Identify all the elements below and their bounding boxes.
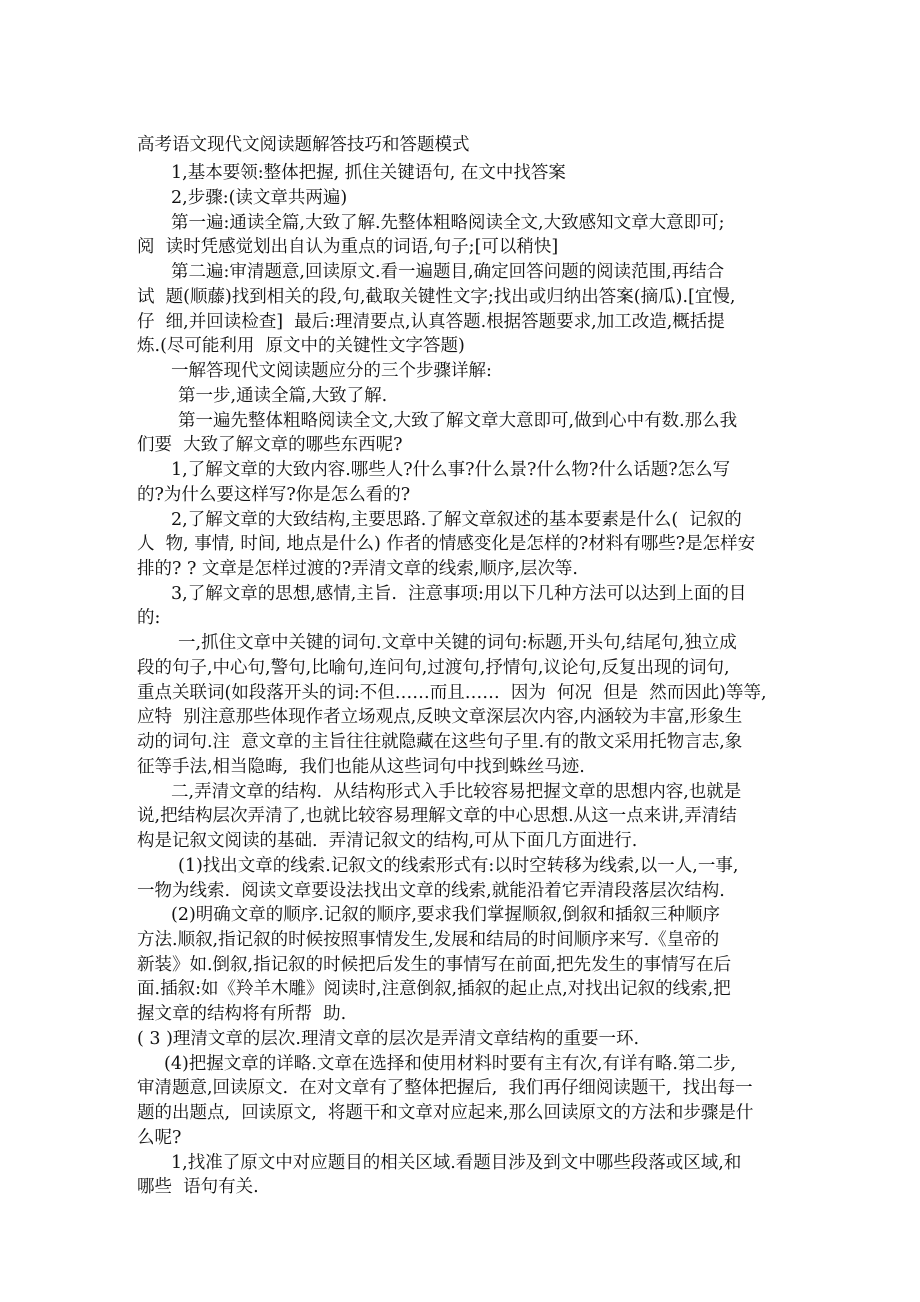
- text-line: 仔 细,并回读检查] 最后:理清要点,认真答题.根据答题要求,加工改造,概括提: [137, 312, 725, 332]
- text-line: 排的? ? 文章是怎样过渡的?弄清文章的线索,顺序,层次等.: [137, 559, 578, 579]
- text-line: 握文章的结构将有所帮 助.: [137, 1004, 347, 1024]
- text-line: 试 题(顺藤)找到相关的段,句,截取关键性文字;找出或归纳出答案(摘瓜).[宜慢,: [137, 287, 736, 307]
- document-title: 高考语文现代文阅读题解答技巧和答题模式: [137, 135, 470, 155]
- text-line: 2,了解文章的大致结构,主要思路.了解文章叙述的基本要素是什么( 记叙的: [171, 510, 742, 530]
- text-line: 么呢?: [137, 1128, 182, 1148]
- text-line: 1,了解文章的大致内容.哪些人?什么事?什么景?什么物?什么话题?怎么写: [171, 460, 731, 480]
- text-line: 新装》如.倒叙,指记叙的时候把后发生的事情写在前面,把先发生的事情写在后: [137, 955, 732, 975]
- text-line: 的:: [137, 608, 161, 628]
- text-line: 题的出题点, 回读原文, 将题干和文章对应起来,那么回读原文的方法和步骤是什: [137, 1103, 754, 1123]
- text-line: 人 物, 事情, 时间, 地点是什么) 作者的情感变化是怎样的?材料有哪些?是怎样安: [137, 534, 756, 554]
- text-line: 二,弄清文章的结构. 从结构形式入手比较容易把握文章的思想内容,也就是: [171, 782, 742, 802]
- text-line: 一解答现代文阅读题应分的三个步骤详解:: [171, 361, 492, 381]
- text-line: 第一遍先整体粗略阅读全文,大致了解文章大意即可,做到心中有数.那么我: [178, 411, 738, 431]
- text-line: 哪些 语句有关.: [137, 1177, 259, 1197]
- text-line: 们要 大致了解文章的哪些东西呢?: [137, 435, 403, 455]
- text-line: 阅 读时凭感觉划出自认为重点的词语,句子;[可以稍快]: [137, 237, 559, 257]
- text-line: ( 3 )理清文章的层次.理清文章的层次是弄清文章结构的重要一环.: [137, 1029, 640, 1049]
- text-line: 动的词句.注 意文章的主旨往往就隐藏在这些句子里.有的散文采用托物言志,象: [137, 732, 743, 752]
- text-line: 第一步,通读全篇,大致了解.: [178, 386, 388, 406]
- text-line: (1)找出文章的线索.记叙文的线索形式有:以时空转移为线索,以一人,一事,: [178, 856, 739, 876]
- text-line: (2)明确文章的顺序.记叙的顺序,要求我们掌握顺叙,倒叙和插叙三种顺序: [171, 905, 720, 925]
- text-line: 征等手法,相当隐晦, 我们也能从这些词句中找到蛛丝马迹.: [137, 757, 585, 777]
- text-line: 第一遍:通读全篇,大致了解.先整体粗略阅读全文,大致感知文章大意即可;: [171, 213, 725, 233]
- text-line: 面.插叙:如《羚羊木雕》阅读时,注意倒叙,插叙的起止点,对找出记叙的线索,把: [137, 979, 731, 999]
- text-line: 重点关联词(如段落开头的词:不但……而且…… 因为 何况 但是 然而因此)等等,: [137, 683, 767, 703]
- text-line: 方法.顺叙,指记叙的时候按照事情发生,发展和结局的时间顺序来写.《皇帝的: [137, 930, 720, 950]
- text-line: 一物为线索. 阅读文章要设法找出文章的线索,就能沿着它弄清段落层次结构.: [137, 881, 725, 901]
- text-line: 应特 别注意那些体现作者立场观点,反映文章深层次内容,内涵较为丰富,形象生: [137, 707, 743, 727]
- text-line: 段的句子,中心句,警句,比喻句,连问句,过渡句,抒情句,议论句,反复出现的词句,: [137, 658, 730, 678]
- text-line: 1,基本要领:整体把握, 抓住关键语句, 在文中找答案: [171, 163, 566, 183]
- text-line: 2,步骤:(读文章共两遍): [171, 188, 348, 208]
- text-line: 3,了解文章的思想,感情,主旨. 注意事项:用以下几种方法可以达到上面的目: [171, 584, 747, 604]
- text-line: 一,抓住文章中关键的词句.文章中关键的词句:标题,开头句,结尾句,独立成: [178, 633, 737, 653]
- text-line: 的?为什么要这样写?你是怎么看的?: [137, 485, 411, 505]
- text-line: (4)把握文章的详略.文章在选择和使用材料时要有主有次,有详有略.第二步,: [164, 1054, 737, 1074]
- text-line: 审清题意,回读原文. 在对文章有了整体把握后, 我们再仔细阅读题干, 找出每一: [137, 1078, 753, 1098]
- text-line: 炼.(尽可能利用 原文中的关键性文字答题): [137, 336, 465, 356]
- text-line: 说,把结构层次弄清了,也就比较容易理解文章的中心思想.从这一点来讲,弄清结: [137, 806, 737, 826]
- text-line: 第二遍:审清题意,回读原文.看一遍题目,确定回答问题的阅读范围,再结合: [171, 262, 725, 282]
- text-line: 构是记叙文阅读的基础. 弄清记叙文的结构,可从下面几方面进行.: [137, 831, 638, 851]
- text-line: 1,找准了原文中对应题目的相关区域.看题目涉及到文中哪些段落或区域,和: [171, 1153, 742, 1173]
